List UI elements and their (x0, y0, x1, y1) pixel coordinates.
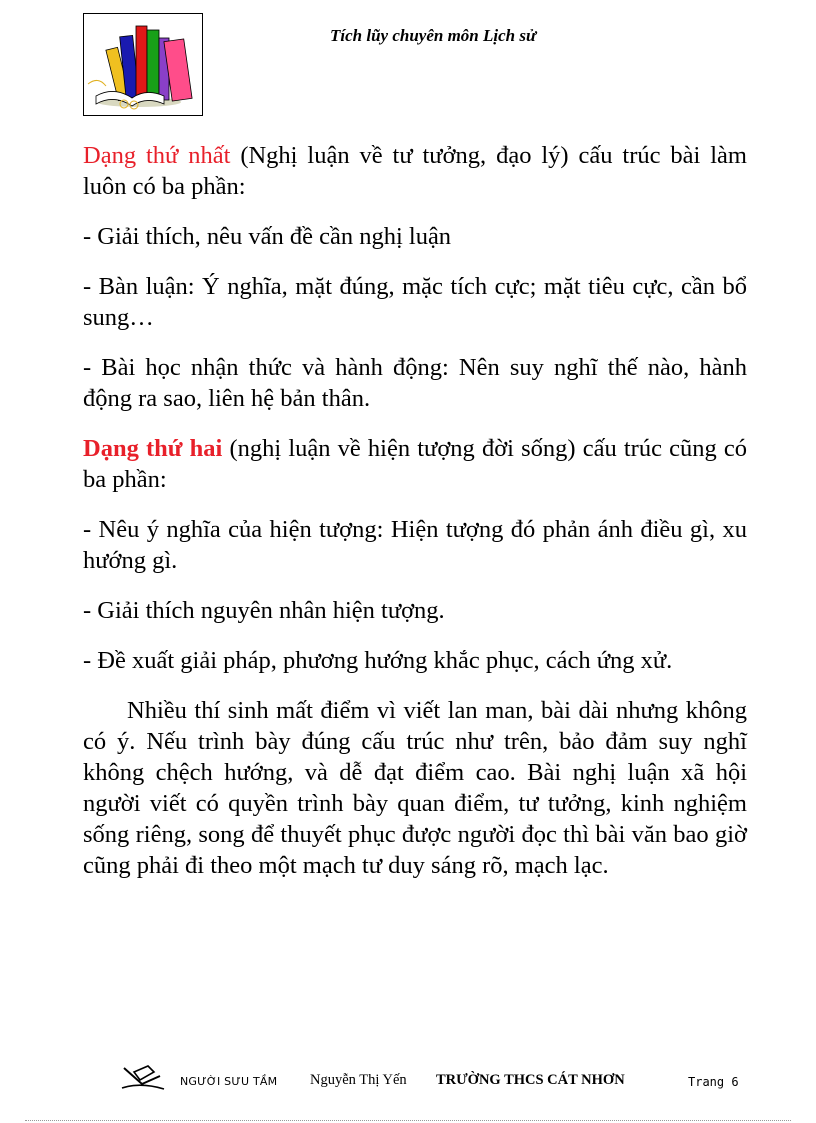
page-header-title: Tích lũy chuyên môn Lịch sử (330, 26, 537, 45)
heading-type-one: Dạng thứ nhất (83, 142, 231, 169)
paragraph-type-two (83, 433, 747, 495)
paragraph-conclusion: Nhiều thí sinh mất điểm vì viết lan man, bài dài nhưng không có ý. Nếu trình bày đúng cấu trúc như trên, bảo đảm suy nghĩ không chệch hướng, và dễ đạt điểm cao. Bài nghị luận xã hội người viết có quyền trình bày quan điểm, tư tưởng, kinh nghiệm sống riêng, song để thuyết phục được người đọc thì bài văn bao giờ cũng phải đi theo một mạch tư duy sáng rõ, mạch lạc. (83, 697, 747, 879)
paragraph-text: - Bàn luận: Ý nghĩa, mặt đúng, mặc tích cực; mặt tiêu cực, cần bổ sung… (83, 273, 747, 331)
page-footer (120, 1062, 760, 1096)
paragraph-text: - Nêu ý nghĩa của hiện tượng: Hiện tượng đó phản ánh điều gì, xu hướng gì. (83, 516, 747, 574)
page-number: Trang 6 (688, 1075, 739, 1089)
pen-writing-icon (120, 1062, 166, 1092)
books-logo (83, 13, 203, 116)
footer-divider (25, 1120, 791, 1121)
paragraph-type-one (83, 140, 747, 202)
paragraph-text: - Đề xuất giải pháp, phương hướng khắc phục, cách ứng xử. (83, 647, 673, 674)
paragraph-text: - Bài học nhận thức và hành động: Nên suy nghĩ thế nào, hành động ra sao, liên hệ bản thân. (83, 354, 747, 412)
author-name: Nguyễn Thị Yến (310, 1072, 407, 1088)
paragraph-text: (Nghị luận về tư tưởng, đạo lý) cấu trúc bài làm luôn có ba phần: (83, 142, 747, 200)
document-body (83, 140, 747, 900)
paragraph-text: - Giải thích, nêu vấn đề cần nghị luận (83, 223, 452, 250)
collector-label: NGƯỜI SƯU TẦM (180, 1075, 278, 1088)
heading-type-two: Dạng thứ hai (83, 435, 223, 462)
school-name: TRƯỜNG THCS CÁT NHƠN (436, 1072, 625, 1088)
paragraph-text: (nghị luận về hiện tượng đời sống) cấu trúc cũng có ba phần: (83, 435, 747, 493)
books-icon (84, 14, 201, 114)
paragraph-text: - Giải thích nguyên nhân hiện tượng. (83, 597, 445, 624)
